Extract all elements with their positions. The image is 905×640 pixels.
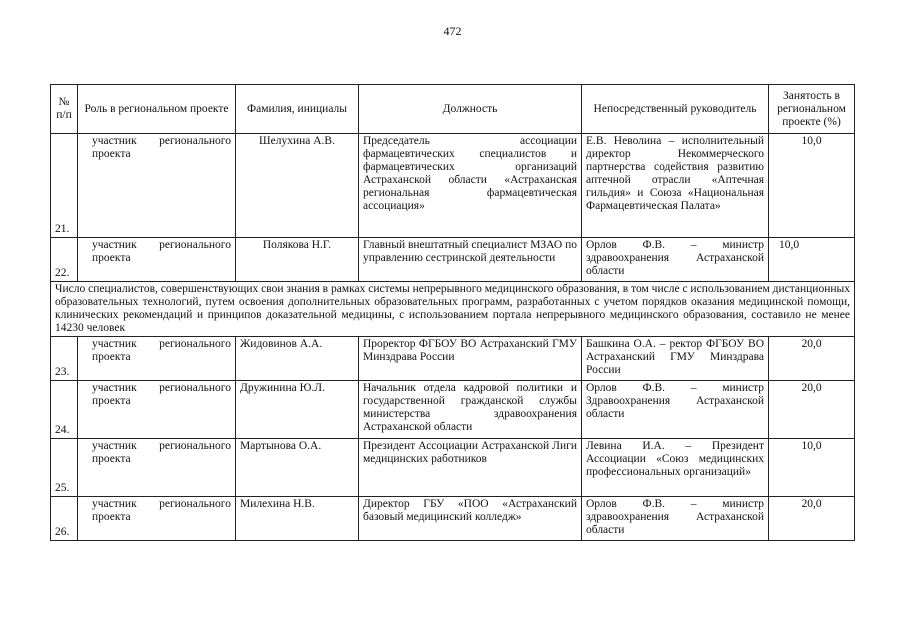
- row-num: 24.: [51, 381, 78, 439]
- row-name: Мартынова О.А.: [236, 439, 359, 497]
- span-row-text: Число специалистов, совершенствующих свои знания в рамках системы непрерывного медицинского образования, в том числе с использованием дистанционных образовательных технологий, путем освоения дополнительных образовательных программ, разработанных с учетом порядков оказания медицинской помощи, клинических рекомендаций и принципов доказательной медицины, с использованием портала непрерывного медицинского образования, составило не менее 14230 человек: [51, 282, 855, 337]
- row-role: участник регионального проекта: [78, 238, 236, 282]
- row-supervisor: Башкина О.А. – ректор ФГБОУ ВО Астраханский ГМУ Минздрава России: [582, 337, 769, 381]
- table-row: [51, 381, 855, 439]
- row-position: Главный внештатный специалист МЗАО по управлению сестринской деятельности: [359, 238, 582, 282]
- header-role: Роль в региональном проекте: [78, 85, 236, 134]
- row-name: Шелухина А.В.: [236, 134, 359, 238]
- span-row: [51, 282, 855, 337]
- table-row: [51, 238, 855, 282]
- row-position: Президент Ассоциации Астраханской Лиги медицинских работников: [359, 439, 582, 497]
- table-header-row: [51, 85, 855, 134]
- row-name: Дружинина Ю.Л.: [236, 381, 359, 439]
- participants-table: [50, 84, 855, 541]
- row-role: участник регионального проекта: [78, 381, 236, 439]
- header-name: Фамилия, инициалы: [236, 85, 359, 134]
- row-role: участник регионального проекта: [78, 337, 236, 381]
- row-num: 26.: [51, 497, 78, 541]
- row-position: Директор ГБУ «ПОО «Астраханский базовый медицинский колледж»: [359, 497, 582, 541]
- row-employment: 20,0: [769, 497, 855, 541]
- row-employment: 10,0: [769, 439, 855, 497]
- table-row: [51, 337, 855, 381]
- row-name: Жидовинов А.А.: [236, 337, 359, 381]
- table-row: [51, 497, 855, 541]
- row-supervisor: Левина И.А. – Президент Ассоциации «Союз медицинских профессиональных организаций»: [582, 439, 769, 497]
- row-employment: 20,0: [769, 381, 855, 439]
- row-num: 23.: [51, 337, 78, 381]
- row-position: Председатель ассоциации фармацевтических специалистов и фармацевтических организаций Астраханской области «Астраханская региональная фармацевтическая ассоциация»: [359, 134, 582, 238]
- row-supervisor: Е.В. Неволина – исполнительный директор Некоммерческого партнерства содействия развитию аптечной отрасли «Аптечная гильдия» и Союза «Национальная Фармацевтическая Палата»: [582, 134, 769, 238]
- row-employment: 10,0: [769, 134, 855, 238]
- header-employment: Занятость в региональном проекте (%): [769, 85, 855, 134]
- header-num: № п/п: [51, 85, 78, 134]
- row-employment: 20,0: [769, 337, 855, 381]
- row-name: Полякова Н.Г.: [236, 238, 359, 282]
- header-position: Должность: [359, 85, 582, 134]
- row-supervisor: Орлов Ф.В. – министр здравоохранения Астраханской области: [582, 238, 769, 282]
- row-position: Проректор ФГБОУ ВО Астраханский ГМУ Минздрава России: [359, 337, 582, 381]
- row-role: участник регионального проекта: [78, 134, 236, 238]
- row-supervisor: Орлов Ф.В. – министр здравоохранения Астраханской области: [582, 497, 769, 541]
- row-supervisor: Орлов Ф.В. – министр Здравоохранения Астраханской области: [582, 381, 769, 439]
- header-supervisor: Непосредственный руководитель: [582, 85, 769, 134]
- row-role: участник регионального проекта: [78, 439, 236, 497]
- row-num: 21.: [51, 134, 78, 238]
- row-name: Милехина Н.В.: [236, 497, 359, 541]
- page-number: 472: [443, 24, 462, 38]
- row-num: 25.: [51, 439, 78, 497]
- row-num: 22.: [51, 238, 78, 282]
- table-row: [51, 439, 855, 497]
- table-row: [51, 134, 855, 238]
- row-position: Начальник отдела кадровой политики и государственной гражданской службы министерства здравоохранения Астраханской области: [359, 381, 582, 439]
- row-employment: 10,0: [769, 238, 855, 282]
- row-role: участник регионального проекта: [78, 497, 236, 541]
